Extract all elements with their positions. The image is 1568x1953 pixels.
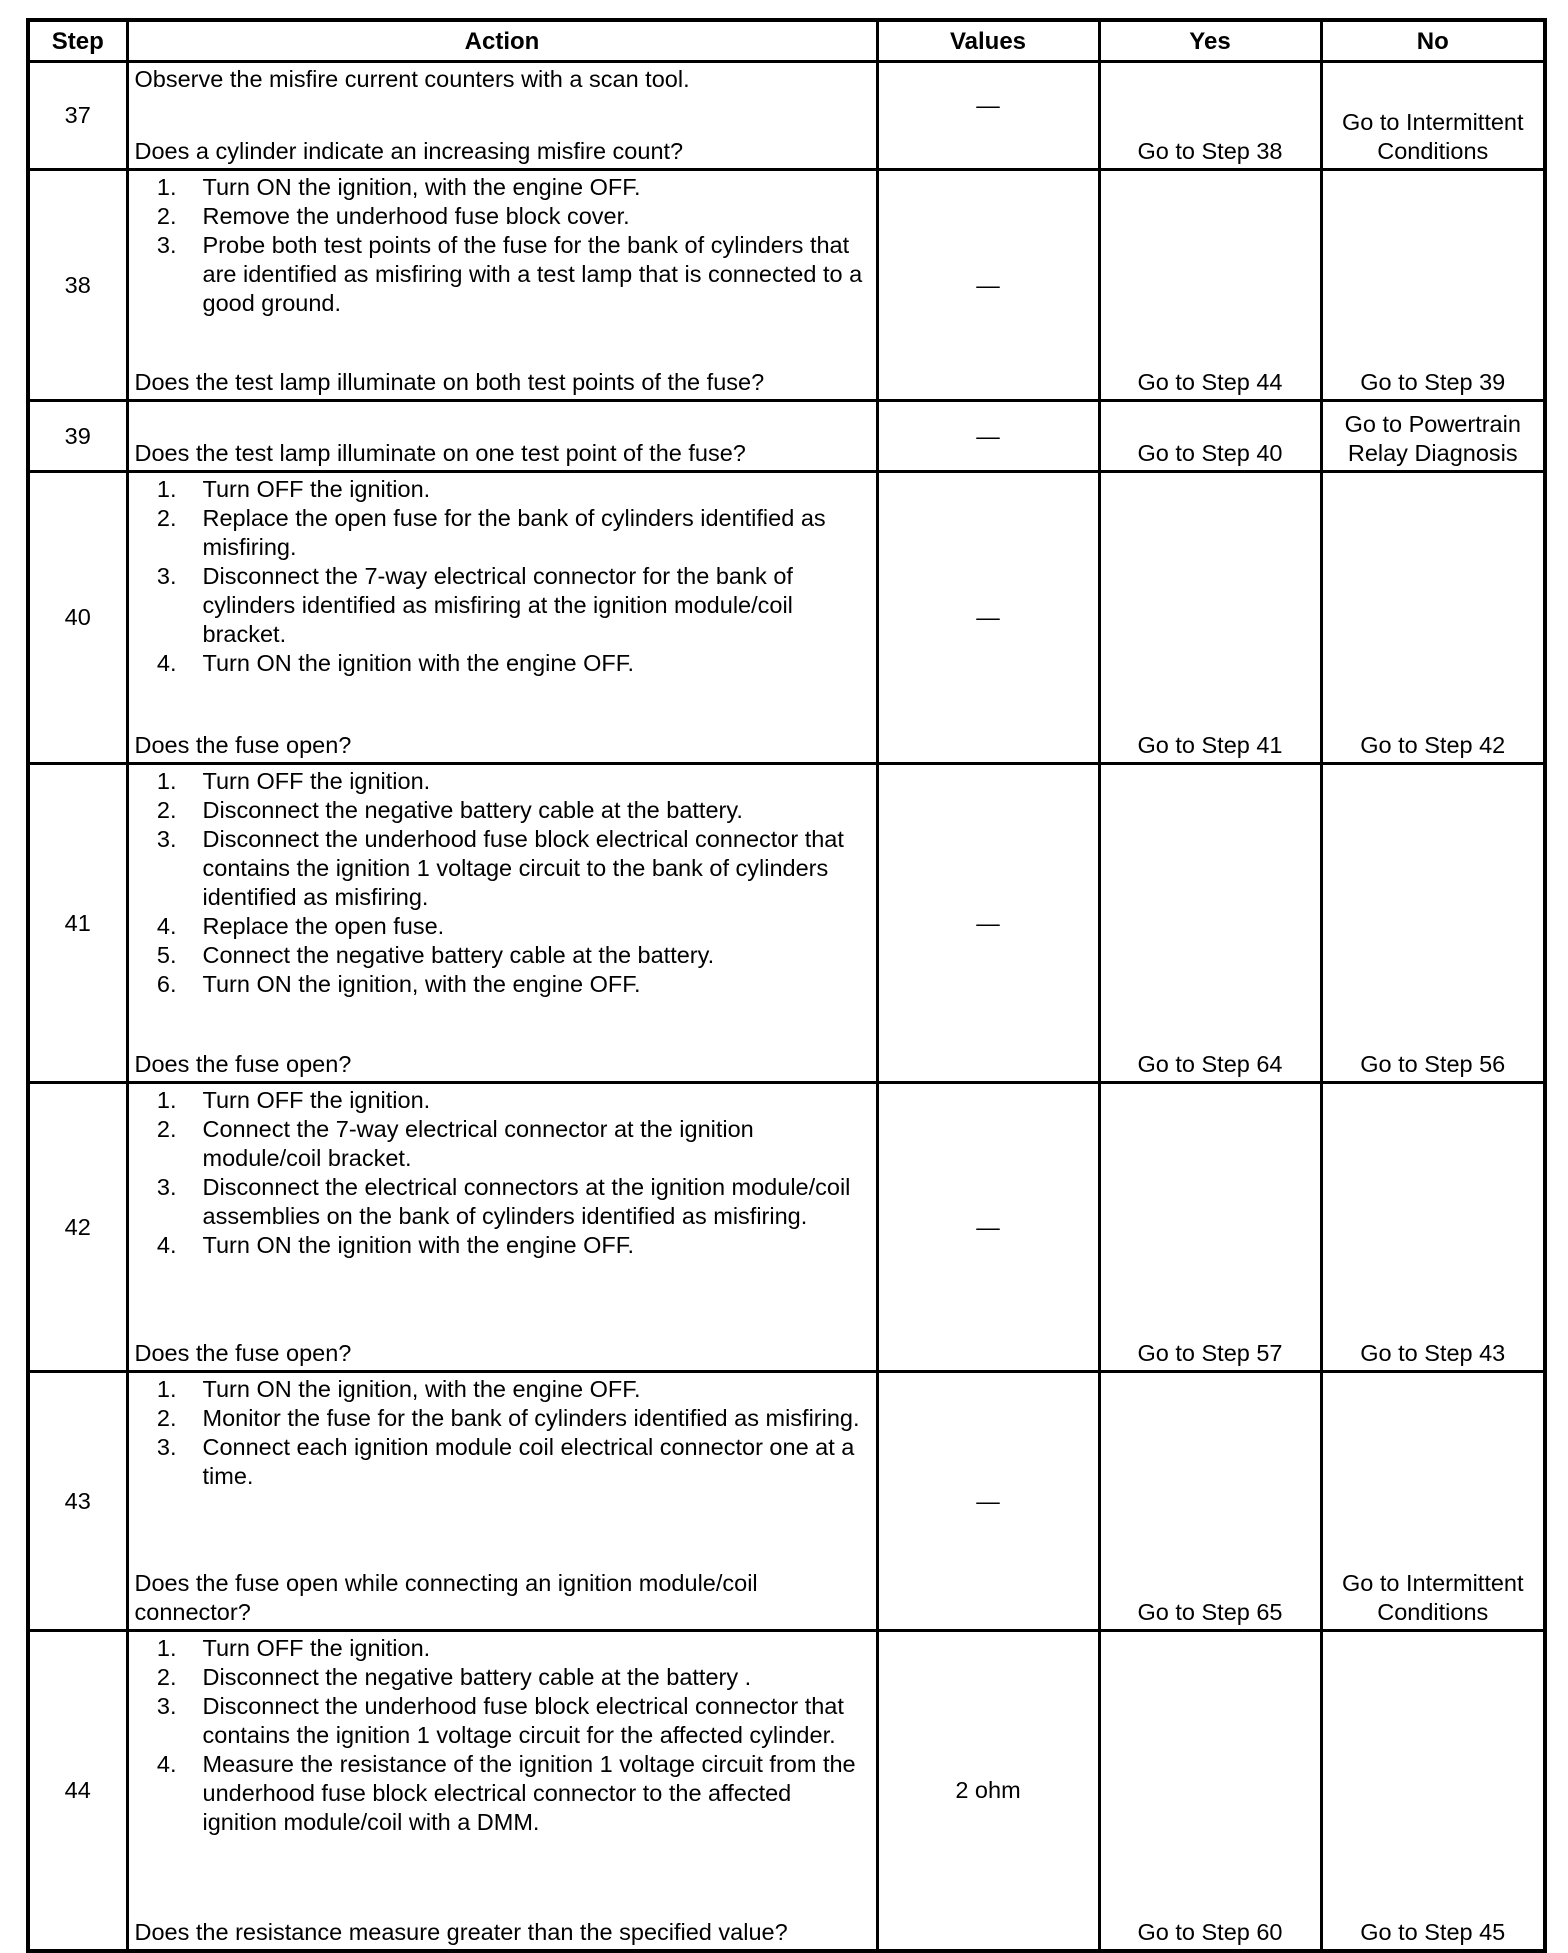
- action-content: [135, 767, 870, 1079]
- list-item: [135, 1663, 870, 1692]
- action-content: [135, 1086, 870, 1368]
- table-row: [28, 764, 1545, 1083]
- table-row: [28, 1083, 1545, 1372]
- action-content: [135, 1634, 870, 1947]
- action-cell: [127, 1083, 877, 1372]
- yes-cell: Go to Step 64: [1099, 764, 1321, 1083]
- list-item-text: Disconnect the electrical connectors at the ignition module/coil assemblies on the bank of cylinders identified as misfiring.: [202, 1174, 851, 1229]
- action-content: [135, 1375, 870, 1627]
- list-item: [135, 475, 870, 504]
- action-top: [135, 1086, 870, 1260]
- yes-cell: Go to Step 60: [1099, 1631, 1321, 1952]
- action-cell: [127, 1372, 877, 1631]
- list-item-text: Turn ON the ignition, with the engine OFF.: [202, 174, 641, 200]
- yes-cell: Go to Step 44: [1099, 170, 1321, 401]
- no-cell: Go to Step 42: [1321, 472, 1545, 764]
- list-item-number: 2.: [156, 1405, 177, 1431]
- list-item-number: 6.: [156, 971, 177, 997]
- action-content: [135, 404, 870, 468]
- list-item-number: 1.: [156, 1087, 177, 1113]
- list-item-number: 5.: [156, 942, 177, 968]
- no-cell: Go to Intermittent Conditions: [1321, 1372, 1545, 1631]
- list-item: [135, 1086, 870, 1115]
- list-item-number: 3.: [156, 563, 177, 589]
- list-item-text: Turn OFF the ignition.: [202, 1635, 431, 1661]
- list-item-number: 2.: [156, 797, 177, 823]
- action-top: [135, 65, 870, 94]
- list-item: [135, 1433, 870, 1491]
- list-item-number: 3.: [156, 1434, 177, 1460]
- list-item-text: Disconnect the negative battery cable at the battery.: [202, 797, 743, 823]
- no-cell: Go to Step 56: [1321, 764, 1545, 1083]
- list-item: [135, 202, 870, 231]
- list-item-number: 2.: [156, 505, 177, 531]
- list-item: [135, 941, 870, 970]
- step-number: 39: [28, 401, 127, 472]
- list-item: [135, 1634, 870, 1663]
- value-cell: —: [877, 62, 1099, 170]
- action-steps-list: [135, 1634, 870, 1837]
- table-row: [28, 1631, 1545, 1952]
- action-steps-list: [135, 767, 870, 999]
- no-cell: Go to Intermittent Conditions: [1321, 62, 1545, 170]
- list-item: [135, 796, 870, 825]
- table-row: [28, 1372, 1545, 1631]
- action-question: Does the fuse open while connecting an ignition module/coil connector?: [134, 1570, 758, 1625]
- list-item-number: 2.: [156, 203, 177, 229]
- table-row: [28, 472, 1545, 764]
- value-cell: —: [877, 472, 1099, 764]
- list-item-number: 1.: [156, 476, 177, 502]
- list-item-text: Disconnect the 7-way electrical connector for the bank of cylinders identified as misfiring at the ignition module/coil bracket.: [202, 563, 793, 647]
- list-item-number: 2.: [156, 1664, 177, 1690]
- diagnostic-table: [26, 18, 1547, 1953]
- list-item-number: 3.: [156, 232, 177, 258]
- list-item-text: Disconnect the negative battery cable at the battery .: [202, 1664, 752, 1690]
- list-item-text: Disconnect the underhood fuse block electrical connector that contains the ignition 1 voltage circuit for the affected cylinder.: [202, 1693, 844, 1748]
- header-row: [28, 20, 1545, 62]
- list-item-text: Turn ON the ignition, with the engine OFF.: [202, 971, 641, 997]
- list-item-number: 3.: [156, 1693, 177, 1719]
- list-item-number: 4.: [156, 1232, 177, 1258]
- list-item: [135, 1231, 870, 1260]
- list-item-text: Turn OFF the ignition.: [202, 1087, 431, 1113]
- action-steps-list: [135, 1086, 870, 1260]
- list-item-text: Connect the negative battery cable at the battery.: [202, 942, 715, 968]
- list-item: [135, 912, 870, 941]
- header-yes: Yes: [1099, 20, 1321, 62]
- list-item: [135, 504, 870, 562]
- list-item-text: Connect the 7-way electrical connector at the ignition module/coil bracket.: [202, 1116, 754, 1171]
- action-cell: [127, 1631, 877, 1952]
- value-cell: 2 ohm: [877, 1631, 1099, 1952]
- value-cell: —: [877, 1083, 1099, 1372]
- value-cell: —: [877, 1372, 1099, 1631]
- list-item-text: Turn OFF the ignition.: [202, 476, 431, 502]
- table-row: [28, 62, 1545, 170]
- header-step: Step: [28, 20, 127, 62]
- list-item: [135, 825, 870, 912]
- action-intro: Observe the misfire current counters with a scan tool.: [134, 66, 690, 92]
- list-item-text: Turn ON the ignition with the engine OFF.: [202, 650, 634, 676]
- action-question: Does the test lamp illuminate on both test points of the fuse?: [134, 369, 765, 395]
- yes-cell: Go to Step 38: [1099, 62, 1321, 170]
- step-number: 44: [28, 1631, 127, 1952]
- list-item-text: Measure the resistance of the ignition 1 voltage circuit from the underhood fuse block electrical connector to the affected ignition module/coil with a DMM.: [202, 1751, 856, 1835]
- action-steps-list: [135, 475, 870, 678]
- list-item-text: Replace the open fuse for the bank of cylinders identified as misfiring.: [202, 505, 826, 560]
- action-question: Does a cylinder indicate an increasing misfire count?: [134, 138, 684, 164]
- list-item: [135, 767, 870, 796]
- step-number: 43: [28, 1372, 127, 1631]
- list-item-text: Replace the open fuse.: [202, 913, 445, 939]
- value-cell: —: [877, 764, 1099, 1083]
- step-number: 42: [28, 1083, 127, 1372]
- list-item: [135, 1692, 870, 1750]
- action-content: [135, 65, 870, 166]
- list-item-number: 4.: [156, 650, 177, 676]
- list-item: [135, 970, 870, 999]
- list-item-text: Turn ON the ignition with the engine OFF.: [202, 1232, 634, 1258]
- list-item: [135, 649, 870, 678]
- list-item-text: Remove the underhood fuse block cover.: [202, 203, 630, 229]
- list-item-text: Turn OFF the ignition.: [202, 768, 431, 794]
- list-item: [135, 173, 870, 202]
- list-item-number: 1.: [156, 1376, 177, 1402]
- list-item: [135, 1115, 870, 1173]
- list-item: [135, 562, 870, 649]
- list-item-number: 3.: [156, 1174, 177, 1200]
- action-question: Does the fuse open?: [134, 1340, 352, 1366]
- table-row: [28, 401, 1545, 472]
- list-item: [135, 1375, 870, 1404]
- action-top: [135, 767, 870, 999]
- list-item-text: Disconnect the underhood fuse block electrical connector that contains the ignition 1 voltage circuit to the bank of cylinders identified as misfiring.: [202, 826, 844, 910]
- list-item-text: Monitor the fuse for the bank of cylinders identified as misfiring.: [202, 1405, 860, 1431]
- no-cell: Go to Step 39: [1321, 170, 1545, 401]
- table-body: [28, 62, 1545, 1952]
- list-item-number: 4.: [156, 1751, 177, 1777]
- action-top: [135, 1375, 870, 1491]
- header-action: Action: [127, 20, 877, 62]
- action-cell: [127, 472, 877, 764]
- action-content: [135, 173, 870, 397]
- action-top: [135, 1634, 870, 1837]
- list-item-number: 2.: [156, 1116, 177, 1142]
- action-cell: [127, 170, 877, 401]
- yes-cell: Go to Step 40: [1099, 401, 1321, 472]
- step-number: 41: [28, 764, 127, 1083]
- step-number: 37: [28, 62, 127, 170]
- step-number: 40: [28, 472, 127, 764]
- header-values: Values: [877, 20, 1099, 62]
- no-cell: Go to Powertrain Relay Diagnosis: [1321, 401, 1545, 472]
- action-top: [135, 475, 870, 678]
- yes-cell: Go to Step 41: [1099, 472, 1321, 764]
- action-question: Does the test lamp illuminate on one test point of the fuse?: [134, 440, 746, 466]
- step-number: 38: [28, 170, 127, 401]
- list-item: [135, 1173, 870, 1231]
- header-no: No: [1321, 20, 1545, 62]
- action-top: [135, 173, 870, 318]
- list-item-number: 1.: [156, 1635, 177, 1661]
- list-item-text: Connect each ignition module coil electrical connector one at a time.: [202, 1434, 855, 1489]
- yes-cell: Go to Step 57: [1099, 1083, 1321, 1372]
- action-cell: [127, 401, 877, 472]
- action-question: Does the resistance measure greater than the specified value?: [134, 1919, 788, 1945]
- list-item-number: 1.: [156, 768, 177, 794]
- action-cell: [127, 62, 877, 170]
- list-item-text: Turn ON the ignition, with the engine OFF.: [202, 1376, 641, 1402]
- action-steps-list: [135, 173, 870, 318]
- no-cell: Go to Step 43: [1321, 1083, 1545, 1372]
- list-item-number: 4.: [156, 913, 177, 939]
- list-item-number: 1.: [156, 174, 177, 200]
- table-row: [28, 170, 1545, 401]
- list-item: [135, 1404, 870, 1433]
- action-steps-list: [135, 1375, 870, 1491]
- value-cell: —: [877, 401, 1099, 472]
- no-cell: Go to Step 45: [1321, 1631, 1545, 1952]
- list-item: [135, 231, 870, 318]
- action-cell: [127, 764, 877, 1083]
- yes-cell: Go to Step 65: [1099, 1372, 1321, 1631]
- value-cell: —: [877, 170, 1099, 401]
- action-question: Does the fuse open?: [134, 732, 352, 758]
- list-item: [135, 1750, 870, 1837]
- list-item-text: Probe both test points of the fuse for the bank of cylinders that are identified as misfiring with a test lamp that is connected to a good ground.: [202, 232, 863, 316]
- list-item-number: 3.: [156, 826, 177, 852]
- action-question: Does the fuse open?: [134, 1051, 352, 1077]
- action-content: [135, 475, 870, 760]
